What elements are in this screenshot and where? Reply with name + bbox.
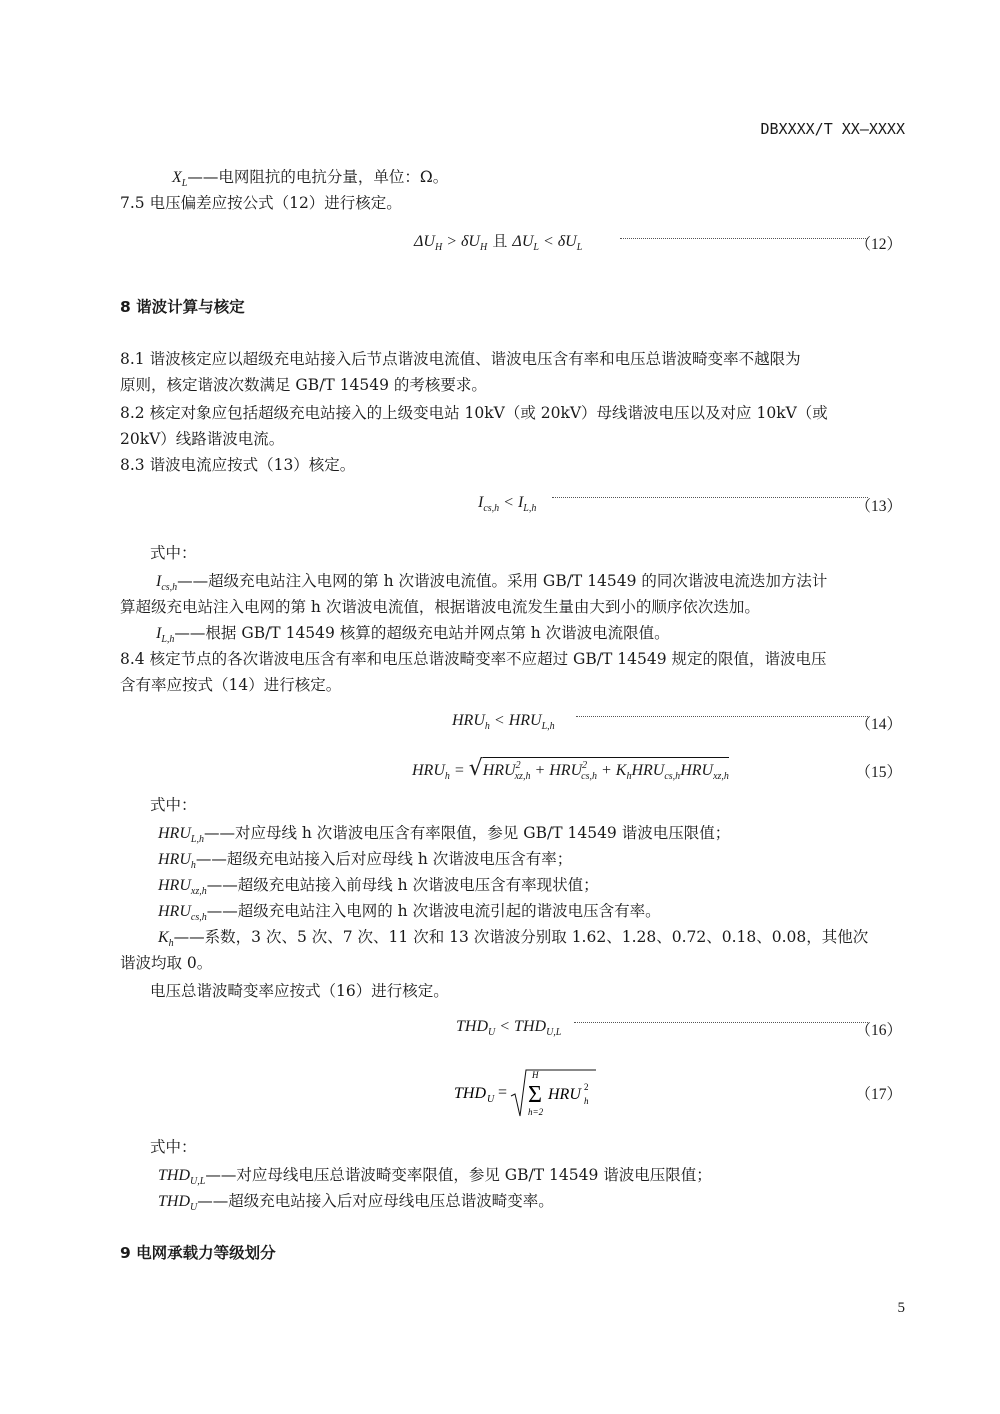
section-8-heading: 8 谐波计算与核定 [120,298,245,316]
thdul-definition: $THD_{U,L}——$对应母线电压总谐波畸变率限值，参见 GB/T 14549 谐波电压限值； [158,1166,712,1187]
clause-8-2: 8.2 核定对象应包括超级充电站接入的上级变电站 10kV（或 20kV）母线谐波电压以及对应 10kV（或 [120,404,828,422]
where-label: 式中： [150,1138,197,1156]
clause-8-4-cont: 含有率应按式（14）进行核定。 [120,676,342,694]
svg-text:h: h [584,1096,589,1106]
equation-14: $HRU_h < HRU_{L,h}$ [452,712,555,732]
equation-17 [454,1066,604,1122]
svg-text:U: U [487,1094,495,1105]
where-label: 式中： [150,796,197,814]
ics-definition-cont: 算超级充电站注入电网的第 h 次谐波电流值，根据谐波电流发生量由大到小的顺序依次迭加。 [120,598,760,616]
equation-number: （13） [855,498,902,515]
kh-definition: $K_h——$系数，3 次、5 次、7 次、11 次和 13 次谐波分别取 1.62、1.28、0.72、0.18、0.08，其他次 [158,928,869,949]
equation-number: （16） [855,1022,902,1039]
svg-text:=: = [498,1084,508,1101]
hruh-definition: $HRU_h——$超级充电站接入后对应母线 h 次谐波电压含有率； [158,850,573,871]
equation-12: $\Delta U_H > \delta U_H$ 且 $\Delta U_L < \delta U_L$ [414,232,583,253]
ilh-definition: $I_{L,h}——$根据 GB/T 14549 核算的超级充电站并网点第 h 次谐波电流限值。 [156,624,670,645]
page-number: 5 [897,1300,905,1316]
clause-8-2-cont: 20kV）线路谐波电流。 [120,430,285,448]
equation-15: $HRU_h = √HRU^2_{xz,h} + HRU^2_{cs,h} + K_hHRU_{cs,h}HRU_{xz,h}$ [412,756,729,782]
leader-dots [576,716,868,717]
svg-text:HRU: HRU [548,1086,581,1103]
equation-16: $THD_U < THD_{U,L}$ [456,1018,562,1038]
leader-dots [620,238,868,239]
svg-text:THD: THD [454,1085,487,1102]
section-9-heading: 9 电网承载力等级划分 [120,1244,276,1262]
symbol-xl: $X_L$ [172,169,188,189]
hrucs-definition: $HRU_{cs,h}——$超级充电站注入电网的 h 次谐波电流引起的谐波电压含有率。 [158,902,661,923]
clause-8-3: 8.3 谐波电流应按式（13）核定。 [120,456,356,474]
ics-definition: $I_{cs,h}——$超级充电站注入电网的第 h 次谐波电流值。采用 GB/T 14549 的同次谐波电流迭加方法计 [156,572,828,593]
clause-8-4: 8.4 核定节点的各次谐波电压含有率和电压总谐波畸变率不应超过 GB/T 14549 规定的限值，谐波电压 [120,650,827,668]
clause-8-1: 8.1 谐波核定应以超级充电站接入后节点谐波电流值、谐波电压含有率和电压总谐波畸变率不越限为 [120,350,801,368]
kh-definition-cont: 谐波均取 0。 [120,954,213,972]
svg-text:Σ: Σ [528,1082,542,1108]
clause-7-5: 7.5 电压偏差应按公式（12）进行核定。 [120,194,402,212]
equation-13: $I_{cs,h} < I_{L,h}$ [478,494,537,514]
equation-number: （12） [855,236,902,253]
svg-text:H: H [532,1070,539,1080]
equation-number: （15） [855,764,902,781]
equation-number: （14） [855,716,902,733]
leader-dots [552,497,868,498]
doc-code-header: DBXXXX/T XX—XXXX [760,120,905,138]
hrulh-definition: $HRU_{L,h}——$对应母线 h 次谐波电压含有率限值，参见 GB/T 14549 谐波电压限值； [158,824,731,845]
xl-definition: $X_L——$电网阻抗的电抗分量，单位：Ω。 [172,168,449,189]
thdu-definition: $THD_U——$超级充电站接入后对应母线电压总谐波畸变率。 [158,1192,554,1213]
where-label: 式中： [150,544,197,562]
equation-17-graphic [454,1066,604,1122]
thd-intro: 电压总谐波畸变率应按式（16）进行核定。 [150,982,449,1000]
clause-8-1-cont: 原则，核定谐波次数满足 GB/T 14549 的考核要求。 [120,376,487,394]
svg-text:2: 2 [584,1082,589,1092]
leader-dots [574,1022,868,1023]
hruxz-definition: $HRU_{xz,h}——$超级充电站接入前母线 h 次谐波电压含有率现状值； [158,876,599,897]
equation-number: （17） [855,1086,902,1103]
svg-text:h=2: h=2 [528,1107,544,1117]
